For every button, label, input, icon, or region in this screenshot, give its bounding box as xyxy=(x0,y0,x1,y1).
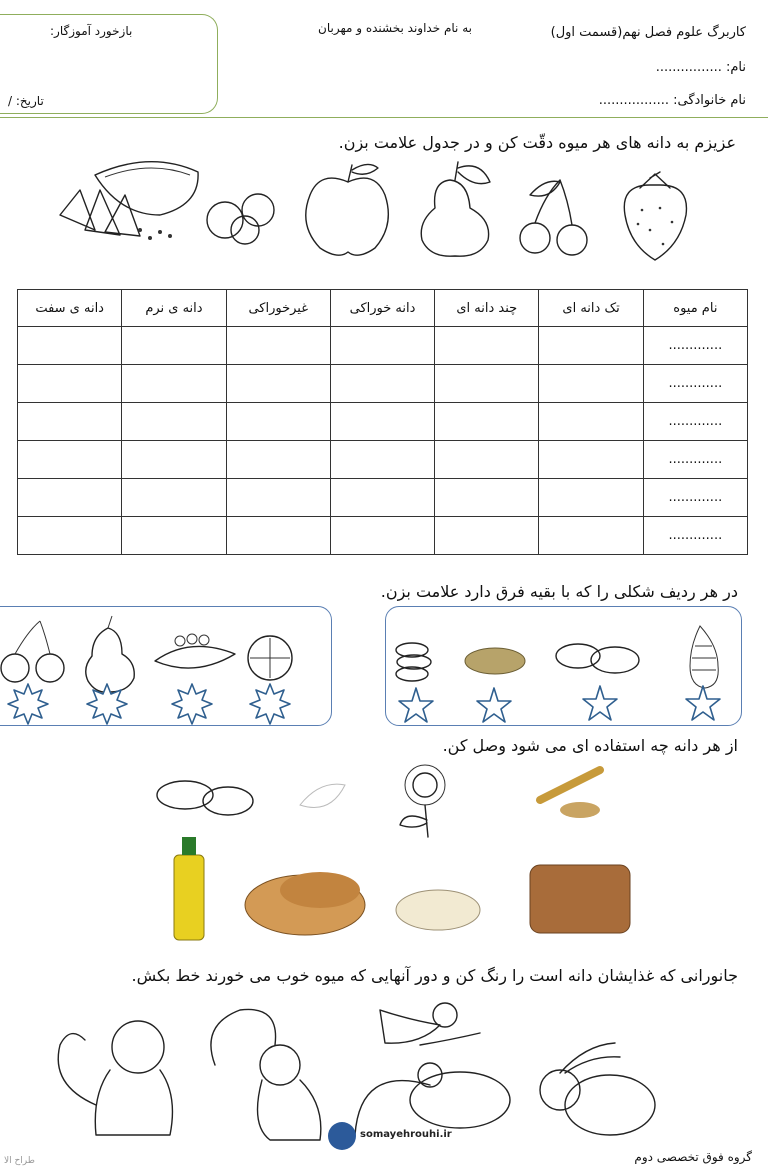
footer-group: گروه فوق تخصصی دوم xyxy=(634,1150,752,1164)
q3-illustrations xyxy=(0,755,768,945)
table-cell[interactable] xyxy=(122,403,226,441)
fruit-name-cell[interactable]: ............. xyxy=(643,479,747,517)
table-row xyxy=(18,327,748,365)
column-header: دانه خوراکی xyxy=(330,290,434,327)
table-cell[interactable] xyxy=(435,403,539,441)
table-cell[interactable] xyxy=(226,441,330,479)
pear-icon xyxy=(421,162,490,256)
table-cell[interactable] xyxy=(539,365,643,403)
table-row xyxy=(18,365,748,403)
fruit-name-cell[interactable]: ............. xyxy=(643,441,747,479)
table-cell[interactable] xyxy=(330,517,434,555)
q1-seed-table xyxy=(17,289,748,555)
table-cell[interactable] xyxy=(435,327,539,365)
teacher-feedback-label: بازخورد آموزگار: xyxy=(50,24,133,38)
mouse-icon xyxy=(355,1063,510,1135)
almonds-icon xyxy=(556,644,639,673)
table-cell[interactable] xyxy=(330,403,434,441)
site-url[interactable]: somayehrouhi.ir xyxy=(360,1129,452,1140)
table-cell[interactable] xyxy=(539,327,643,365)
fruit-name-cell[interactable]: ............. xyxy=(643,365,747,403)
apple-icon xyxy=(306,164,389,255)
pea-pod-icon xyxy=(155,634,235,668)
q3-instruction: از هر دانه چه استفاده ای می شود وصل کن. xyxy=(442,736,738,755)
table-cell[interactable] xyxy=(330,327,434,365)
table-cell[interactable] xyxy=(226,479,330,517)
lentils-icon xyxy=(465,648,525,674)
star-icon xyxy=(87,684,127,724)
table-row xyxy=(18,403,748,441)
squirrel-icon xyxy=(211,1009,321,1140)
star-icon xyxy=(399,688,433,722)
corn-icon xyxy=(690,626,718,688)
designer-watermark: طراح الا xyxy=(4,1156,35,1166)
bread-icon xyxy=(245,872,365,935)
table-cell[interactable] xyxy=(122,441,226,479)
bird-icon xyxy=(380,1003,480,1045)
table-cell[interactable] xyxy=(226,365,330,403)
monkey-icon xyxy=(58,1021,172,1135)
star-icon xyxy=(172,684,212,724)
watermelon-icon xyxy=(60,162,198,240)
table-header-row xyxy=(18,290,748,327)
table-cell[interactable] xyxy=(435,441,539,479)
column-header: دانه ی نرم xyxy=(122,290,226,327)
family-name-field[interactable]: نام خانوادگی: ................. xyxy=(598,93,746,108)
column-header: غیرخوراکی xyxy=(226,290,330,327)
strawberry-icon xyxy=(624,172,686,260)
table-cell[interactable] xyxy=(226,403,330,441)
table-row xyxy=(18,441,748,479)
table-row xyxy=(18,479,748,517)
bismillah: به نام خداوند بخشنده و مهربان xyxy=(318,21,472,35)
star-icon xyxy=(583,686,617,720)
q1-fruit-illustrations xyxy=(0,160,768,260)
page-title: کاربرگ علوم فصل نهم(قسمت اول) xyxy=(550,25,746,40)
pear-icon xyxy=(86,616,135,692)
table-cell[interactable] xyxy=(435,479,539,517)
column-header: نام میوه xyxy=(643,290,747,327)
column-header: تک دانه ای xyxy=(539,290,643,327)
q2-illustrations xyxy=(0,606,768,726)
table-cell[interactable] xyxy=(122,327,226,365)
table-cell[interactable] xyxy=(18,441,122,479)
table-cell[interactable] xyxy=(18,479,122,517)
fruit-name-cell[interactable]: ............. xyxy=(643,403,747,441)
table-cell[interactable] xyxy=(330,441,434,479)
table-cell[interactable] xyxy=(122,479,226,517)
table-row xyxy=(18,517,748,555)
q4-instruction: جانورانی که غذایشان دانه است را رنگ کن و دور آنهایی که میوه خوب می خورند خط بکش. xyxy=(131,966,738,985)
table-cell[interactable] xyxy=(539,441,643,479)
column-header: چند دانه ای xyxy=(435,290,539,327)
star-icon xyxy=(686,686,720,720)
star-icon xyxy=(477,688,511,722)
corn-icon xyxy=(300,784,345,807)
oil-bottle-icon xyxy=(174,837,204,940)
table-cell[interactable] xyxy=(226,327,330,365)
table-cell[interactable] xyxy=(226,517,330,555)
fruit-name-cell[interactable]: ............. xyxy=(643,327,747,365)
table-cell[interactable] xyxy=(18,517,122,555)
table-cell[interactable] xyxy=(122,365,226,403)
almonds-icon xyxy=(157,781,253,815)
fruit-name-cell[interactable]: ............. xyxy=(643,517,747,555)
cherries-icon xyxy=(1,621,64,682)
table-cell[interactable] xyxy=(330,479,434,517)
sunflower-icon xyxy=(400,765,445,837)
date-label: تاریخ: / xyxy=(8,94,44,108)
table-cell[interactable] xyxy=(18,365,122,403)
table-cell[interactable] xyxy=(18,403,122,441)
q1-instruction: عزیزم به دانه های هر میوه دقّت کن و در جدول علامت بزن. xyxy=(338,133,736,152)
star-icon xyxy=(250,684,290,724)
wheat-icon xyxy=(540,770,600,818)
header-divider xyxy=(0,117,768,118)
cherries-icon xyxy=(520,180,587,255)
popcorn-icon xyxy=(396,890,480,930)
rabbit-icon xyxy=(540,1043,655,1135)
table-cell[interactable] xyxy=(18,327,122,365)
orange-icon xyxy=(248,636,292,680)
table-cell[interactable] xyxy=(435,517,539,555)
table-cell[interactable] xyxy=(539,403,643,441)
table-cell[interactable] xyxy=(435,365,539,403)
table-cell[interactable] xyxy=(539,517,643,555)
pastry-icon xyxy=(530,865,630,933)
logo-icon xyxy=(328,1122,356,1150)
table-cell[interactable] xyxy=(539,479,643,517)
table-cell[interactable] xyxy=(330,365,434,403)
star-icon xyxy=(8,684,48,724)
q2-instruction: در هر ردیف شکلی را که با بقیه فرق دارد علامت بزن. xyxy=(380,582,738,601)
beans-icon xyxy=(396,643,431,681)
column-header: دانه ی سفت xyxy=(18,290,122,327)
citrus-icon xyxy=(207,194,274,244)
table-cell[interactable] xyxy=(122,517,226,555)
name-field[interactable]: نام: ................ xyxy=(655,60,746,75)
